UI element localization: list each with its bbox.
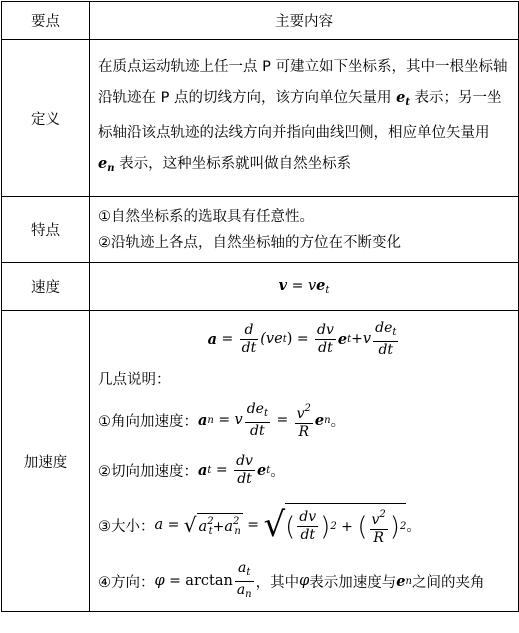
feature-line-1: ①自然坐标系的选取具有任意性。 xyxy=(98,208,314,225)
unit-vector-en: $e_n$ xyxy=(98,154,115,174)
acceleration-content xyxy=(90,311,519,612)
angular-acceleration-line: ①角向加速度： a n = v $\frac{de_t}{dt}$ = $\frac{v^2}{R}$ e n 。 xyxy=(98,400,346,440)
tangential-acceleration-line: ②切向加速度： a t = $\frac{dv}{dt}$ e t 。 xyxy=(98,452,285,487)
content-table xyxy=(1,1,519,612)
definition-text-part2: 表示；另一坐标轴沿该点轨迹的法线方向并指向曲线凹侧，相应单位矢量用 xyxy=(98,89,502,141)
definition-text-part1: 在质点运动轨迹上任一点 P 可建立如下坐标系，其中一根坐标轴沿轨迹在 P 点的切线方向，该方向单位矢量用 xyxy=(98,59,508,106)
features-text xyxy=(90,197,519,263)
acceleration-main-formula: a = $\frac{d}{dt}$ (ve t ) = $\frac{dv}{dt}$ e t + v $\frac{de_t}{dt}$ xyxy=(207,319,397,358)
feature-line-2: ②沿轨迹上各点，自然坐标轴的方位在不断变化 xyxy=(98,234,401,251)
velocity-row xyxy=(2,263,519,311)
definition-key: 定义 xyxy=(2,40,90,197)
acceleration-key: 加速度 xyxy=(2,311,90,612)
header-row xyxy=(2,2,519,40)
notes-label: 几点说明： xyxy=(98,372,171,388)
velocity-key: 速度 xyxy=(2,263,90,311)
header-key-point: 要点 xyxy=(2,2,90,40)
direction-line: ④方向： φ = arctan $\frac{a_t}{a_n}$ ，其中 φ 表示加速度与 e n 之间的夹角 xyxy=(98,559,485,600)
definition-text-part3: 表示，这种坐标系就叫做自然坐标系 xyxy=(119,155,352,172)
features-row xyxy=(2,197,519,263)
definition-text xyxy=(90,40,519,197)
features-key: 特点 xyxy=(2,197,90,263)
magnitude-line: ③大小： a = √ $a^2_t+a^2_n$ = √ ( $\frac{dv}{dt}$ ) 2 + ( $\frac{v^2}{R}$ ) 2 。 xyxy=(98,505,421,546)
unit-vector-et: $e_t$ xyxy=(396,88,410,108)
velocity-formula: $v = ve_t$ xyxy=(90,263,519,311)
header-main-content: 主要内容 xyxy=(90,2,519,40)
acceleration-row xyxy=(2,311,519,612)
definition-row xyxy=(2,40,519,197)
